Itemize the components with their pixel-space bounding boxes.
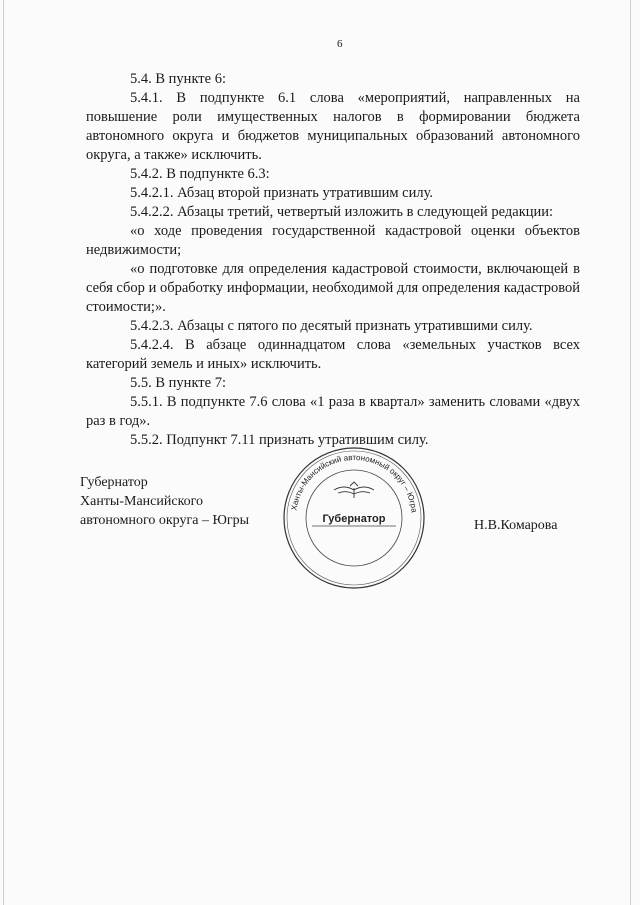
quote-paragraph-2: «о подготовке для определения кадастровой стоимости, включающей в себя сбор и обработку информации, необходимой для определения кадастровой стоимости;». <box>86 261 580 315</box>
paragraph-5-5: 5.5. В пункте 7: <box>130 375 226 391</box>
eagle-emblem-icon <box>334 482 374 498</box>
seal-center-text: Губернатор <box>322 513 386 525</box>
paragraph-5-5-1: 5.5.1. В подпункте 7.6 слова «1 раза в квартал» заменить словами «двух раз в год». <box>86 394 580 429</box>
official-seal <box>282 446 426 590</box>
paragraph-5-4-1: 5.4.1. В подпункте 6.1 слова «мероприятий, направленных на повышение роли имущественных налогов в формировании бюджета автономного округа и бюджетов муниципальных образований автономного округа, а также» исключить. <box>86 90 580 163</box>
paragraph-5-4-2-2: 5.4.2.2. Абзацы третий, четвертый изложить в следующей редакции: <box>130 204 554 220</box>
page-number: 6 <box>337 38 343 50</box>
paragraph-5-4-2-1: 5.4.2.1. Абзац второй признать утратившим силу. <box>130 185 434 201</box>
signatory-line-1: Губернатор <box>80 475 148 490</box>
paragraph-5-4: 5.4. В пункте 6: <box>130 71 226 87</box>
quote-paragraph-1: «о ходе проведения государственной кадастровой оценки объектов недвижимости; <box>86 223 580 258</box>
signatory-line-3: автономного округа – Югры <box>80 513 249 528</box>
signatory-title <box>80 473 249 530</box>
scan-edge-right <box>630 0 631 905</box>
signatory-name: Н.В.Комарова <box>474 518 558 533</box>
paragraph-5-5-2: 5.5.2. Подпункт 7.11 признать утратившим силу. <box>130 432 429 448</box>
document-body <box>86 70 580 450</box>
signatory-line-2: Ханты-Мансийского <box>80 494 204 509</box>
paragraph-5-4-2-3: 5.4.2.3. Абзацы с пятого по десятый признать утратившими силу. <box>130 318 533 334</box>
paragraph-5-4-2: 5.4.2. В подпункте 6.3: <box>130 166 270 182</box>
seal-ring-text: Ханты-Мансийский автономный округ – Югра <box>289 452 419 514</box>
paragraph-5-4-2-4: 5.4.2.4. В абзаце одиннадцатом слова «земельных участков всех категорий земель и иных» исключить. <box>86 337 580 372</box>
scan-edge-left <box>3 0 4 905</box>
